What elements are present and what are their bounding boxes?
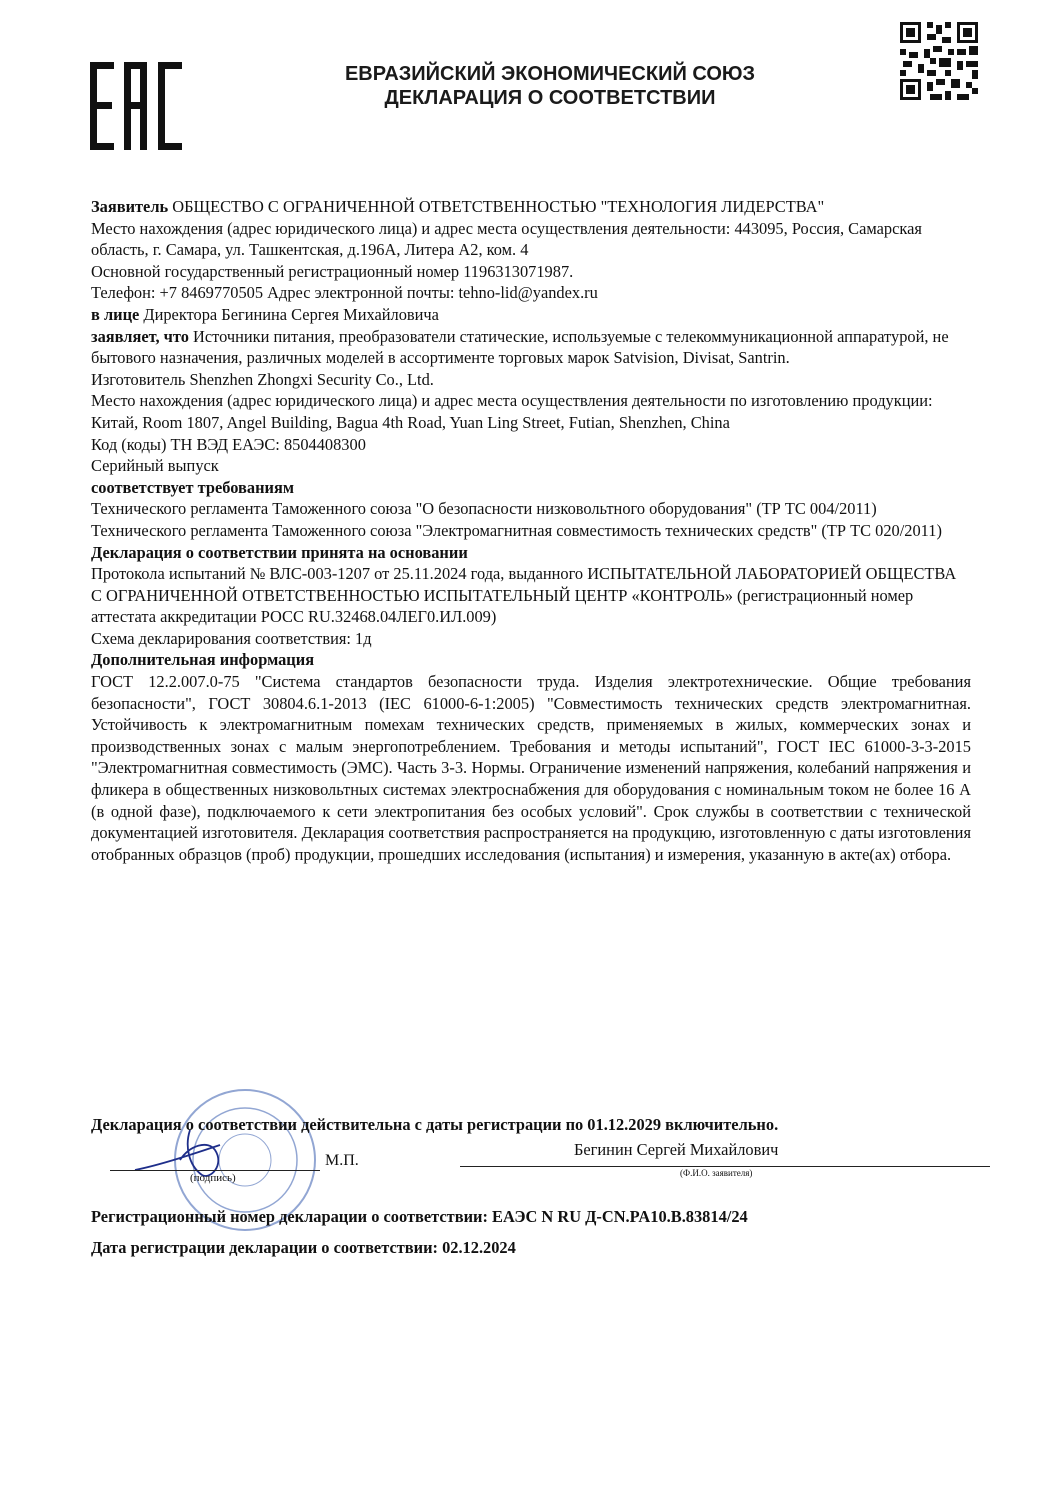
manufacturer-address: Место нахождения (адрес юридического лица) и адрес места осуществления деятельности по изготовлению продукции: Китай, Room 1807, Angel Building, Bagua 4th Road, Yuan Ling Street, Futian, Shenzhen, China: [91, 391, 933, 432]
name-caption: (Ф.И.О. заявителя): [680, 1168, 753, 1178]
document-header: [270, 62, 830, 110]
declaration-scheme: Схема декларирования соответствия: 1д: [91, 628, 372, 648]
additional-heading: Дополнительная информация: [91, 650, 315, 670]
validity-period: Декларация о соответствии действительна с даты регистрации по 01.12.2029 включительно.: [91, 1115, 779, 1134]
applicant-contacts: Телефон: +7 8469770505 Адрес электронной почты: tehno-lid@yandex.ru: [91, 283, 598, 303]
product-description: Источники питания, преобразователи статические, используемые с телекоммуникационной аппаратурой, не бытового назначения, различных моделей в ассортименте торговых марок Satvision, Divisat, Santrin.: [91, 326, 949, 368]
applicant-label: Заявитель: [91, 197, 169, 216]
qr-code-icon: [900, 22, 978, 100]
signature-line: [110, 1170, 320, 1171]
manufacturer-name: Изготовитель Shenzhen Zhongxi Security Co., Ltd.: [91, 369, 434, 389]
regulation-020: Технического регламента Таможенного союза "Электромагнитная совместимость технических средств" (ТР ТС 020/2011): [91, 520, 942, 540]
additional-info: ГОСТ 12.2.007.0-75 "Система стандартов безопасности труда. Изделия электротехнические. Общие требования безопасности", ГОСТ 30804.6.1-2013 (IEC 61000-6-1:2005) "Совместимость технических средств электромагнитная. Устойчивость к электромагнитным помехам технических средств, применяемых в жилых, коммерческих зонах и производственных зонах с малым энергопотреблением. Требования и методы испытаний", ГОСТ IEC 61000-3-3-2015 "Электромагнитная совместимость (ЭМС). Часть 3-3. Нормы. Ограничение изменений напряжения, колебаний напряжения и фликера в общественных низковольтных системах электроснабжения для оборудования с номинальным током не более 16 А (в одной фазе), подключаемого к сети электропитания без особых условий". Срок службы в соответствии с технической документацией изготовителя. Декларация соответствия распространяется на продукцию, изготовленную с даты изготовления отобранных образцов (проб) продукции, прошедших исследования (испытания) и измерения, указанную в акте(ах) отбора.: [91, 672, 971, 864]
applicant-block: [91, 196, 971, 218]
signatory-name: Бегинин Сергей Михайлович: [574, 1140, 779, 1159]
regulation-004: Технического регламента Таможенного союза "О безопасности низковольтного оборудования" (ТР ТС 004/2011): [91, 499, 877, 519]
name-line: [460, 1166, 990, 1167]
header-declaration-title: ДЕКЛАРАЦИЯ О СООТВЕТСТВИИ: [384, 87, 716, 109]
represented-block: [91, 304, 971, 326]
conformity-label: [91, 477, 971, 499]
registration-date: Дата регистрации декларации о соответствии: 02.12.2024: [91, 1238, 516, 1257]
header-union-title: ЕВРАЗИЙСКИЙ ЭКОНОМИЧЕСКИЙ СОЮЗ: [344, 63, 756, 85]
basis-heading: Декларация о соответствии принята на основании: [91, 542, 468, 562]
applicant-ogrn: Основной государственный регистрационный номер 1196313071987.: [91, 261, 574, 281]
basis-label: [91, 542, 971, 564]
applicant-name: ОБЩЕСТВО С ОГРАНИЧЕННОЙ ОТВЕТСТВЕННОСТЬЮ "ТЕХНОЛОГИЯ ЛИДЕРСТВА": [168, 197, 825, 216]
represented-person: Директора Бегинина Сергея Михайловича: [139, 304, 439, 324]
represented-label: в лице: [91, 304, 140, 324]
declares-label: заявляет, что: [91, 326, 189, 346]
conformity-heading: соответствует требованиям: [91, 477, 294, 497]
seal-place-label: М.П.: [325, 1152, 359, 1169]
production-type: Серийный выпуск: [91, 456, 219, 476]
declaration-body: [91, 196, 971, 865]
applicant-address: Место нахождения (адрес юридического лица) и адрес места осуществления деятельности: 443095, Россия, Самарская область, г. Самара, ул. Ташкентская, д.196А, Литера А2, ком. 4: [91, 218, 922, 260]
eac-logo: [88, 62, 184, 150]
signature-caption: (подпись): [190, 1172, 236, 1184]
declares-block: [91, 326, 971, 369]
basis-protocol: Протокола испытаний № ВЛС-003-1207 от 25.11.2024 года, выданного ИСПЫТАТЕЛЬНОЙ ЛАБОРАТОРИЕЙ ОБЩЕСТВА С ОГРАНИЧЕННОЙ ОТВЕТСТВЕННОСТЬЮ ИСПЫТАТЕЛЬНЫЙ ЦЕНТР «КОНТРОЛЬ» (регистрационный номер аттестата аккредитации РОСС RU.32468.04ЛЕГ0.ИЛ.009): [91, 564, 957, 627]
registration-number: Регистрационный номер декларации о соответствии: ЕАЭС N RU Д-CN.PA10.B.83814/24: [91, 1207, 748, 1226]
hs-code: Код (коды) ТН ВЭД ЕАЭС: 8504408300: [91, 434, 366, 454]
additional-label: [91, 649, 971, 671]
